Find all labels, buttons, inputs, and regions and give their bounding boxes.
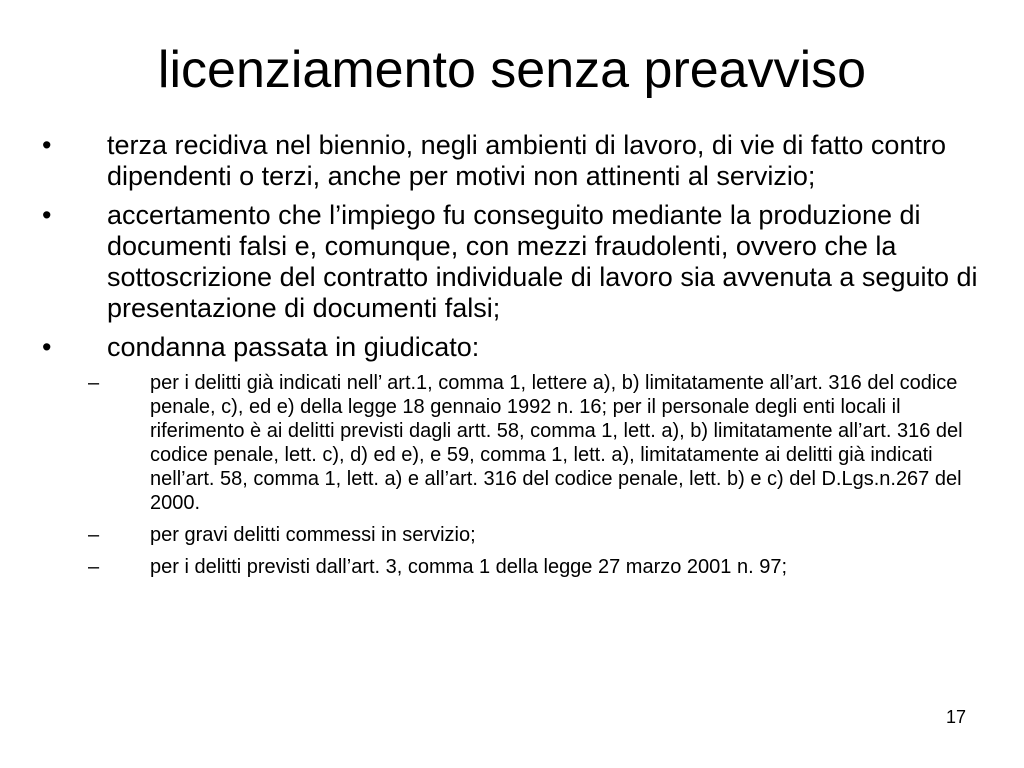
bullet-icon: •	[42, 200, 52, 230]
slide-title: licenziamento senza preavviso	[157, 41, 867, 99]
page-number: 17	[945, 707, 966, 727]
sub-bullet-item	[40, 555, 990, 579]
sub-bullet-list	[40, 371, 990, 579]
sub-bullet-text: per i delitti previsti dall’art. 3, comma 1 della legge 27 marzo 2001 n. 97;	[150, 556, 788, 578]
bullet-item	[40, 332, 990, 363]
sub-bullet-item	[40, 523, 990, 547]
bullet-icon: •	[42, 332, 52, 362]
bullet-icon: •	[42, 130, 52, 160]
dash-icon: –	[88, 524, 100, 546]
bullet-text: accertamento che l’impiego fu conseguito mediante la produzione di documenti falsi e, comunque, con mezzi fraudolenti, ovvero che la sottoscrizione del contratto individuale di lavoro sia avvenuta a seguito di presentazione di documenti falsi;	[107, 200, 978, 323]
sub-bullet-text: per gravi delitti commessi in servizio;	[150, 524, 476, 546]
bullet-item	[40, 200, 990, 324]
bullet-item	[40, 130, 990, 192]
sub-bullet-item	[40, 371, 990, 515]
dash-icon: –	[88, 556, 100, 578]
bullet-text: condanna passata in giudicato:	[107, 332, 480, 362]
dash-icon: –	[88, 372, 100, 394]
bullet-text: terza recidiva nel biennio, negli ambienti di lavoro, di vie di fatto contro dipendenti o terzi, anche per motivi non attinenti al servizio;	[107, 130, 946, 191]
slide-content	[40, 130, 990, 587]
sub-bullet-text: per i delitti già indicati nell’ art.1, comma 1, lettere a), b) limitatamente all’art. 316 del codice penale, c), ed e) della legge 18 gennaio 1992 n. 16; per il personale degli enti locali il riferimento è ai delitti previsti dagli artt. 58, comma 1, lett. a), b) limitatamente all’art. 316 del codice penale, lett. c), d) ed e), e 59, comma 1, lett. a), limitatamente ai delitti già indicati nell’art. 58, comma 1, lett. a) e all’art. 316 del codice penale, lett. b) e c) del D.Lgs.n.267 del 2000.	[150, 372, 963, 514]
